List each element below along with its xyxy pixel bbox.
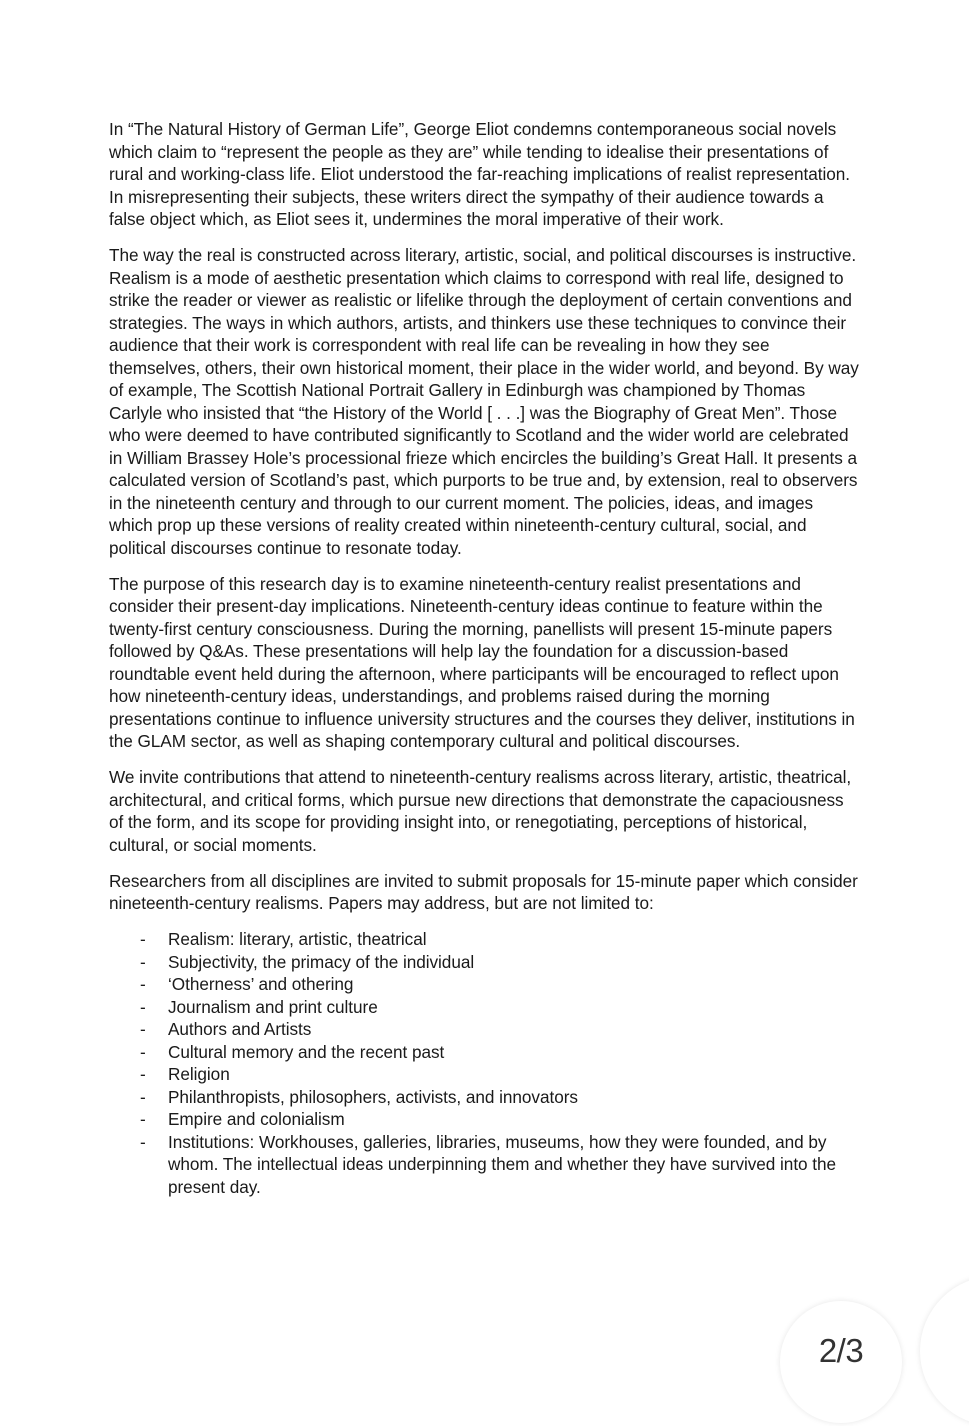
list-item: [109, 1086, 861, 1109]
paragraph-realism: The way the real is constructed across literary, artistic, social, and political discourses is instructive. Realism is a mode of aesthetic presentation which claims to correspond with real life, designed to strike the reader or viewer as realistic or lifelike through the deployment of certain conventions and strategies. The ways in which authors, artists, and thinkers use these techniques to convince their audience that their work is correspondent with real life can be revealing in how they see themselves, others, their own historical moment, their place in the wider world, and beyond. By way of example, The Scottish National Portrait Gallery in Edinburgh was championed by Thomas Carlyle who insisted that “the History of the World [ . . .] was the Biography of Great Men”. Those who were deemed to have contributed significantly to Scotland and the wider world are celebrated in William Brassey Hole’s processional frieze which encircles the building’s Great Hall. It presents a calculated version of Scotland’s past, which purports to be true and, by extension, real to observers in the nineteenth century and through to our current moment. The policies, ideas, and images which prop up these versions of reality created within nineteenth-century cultural, social, and political discourses continue to resonate today.: [109, 245, 859, 558]
list-item: [109, 951, 861, 974]
list-item: [109, 973, 861, 996]
floating-action-button[interactable]: [920, 1276, 969, 1426]
dash-bullet-icon: -: [140, 1109, 146, 1129]
dash-bullet-icon: -: [140, 951, 146, 972]
list-item-text: Institutions: Workhouses, galleries, libraries, museums, how they were founded, and by whom. The intellectual ideas underpinning them and whether they have survived into the present day.: [168, 1131, 837, 1197]
list-item-text: Cultural memory and the recent past: [168, 1041, 445, 1062]
document-page: [109, 118, 861, 1198]
list-item-text: Authors and Artists: [168, 1019, 312, 1039]
paragraph-intro: In “The Natural History of German Life”, George Eliot condemns contemporaneous social novels which claim to “represent the people as they are” while tending to idealise their presentations of rural and working-class life. Eliot understood the far-reaching implications of realist representation. In misrepresenting their subjects, these writers direct the sympathy of their audience towards a false object which, as Eliot sees it, undermines the moral imperative of their work.: [109, 119, 850, 229]
dash-bullet-icon: -: [140, 1019, 146, 1039]
paragraph-invitation: We invite contributions that attend to nineteenth-century realisms across literary, artistic, theatrical, architectural, and critical forms, which pursue new directions that demonstrate the capaciousness of the form, and its scope for providing insight into, or renegotiating, perceptions of historical, cultural, or social moments.: [109, 767, 852, 855]
dash-bullet-icon: -: [140, 996, 146, 1017]
list-item: [109, 996, 861, 1019]
dash-bullet-icon: -: [140, 1086, 146, 1107]
list-item-text: ‘Otherness’ and othering: [168, 974, 354, 994]
list-item: [109, 1108, 861, 1131]
dash-bullet-icon: -: [140, 974, 146, 994]
dash-bullet-icon: -: [140, 1064, 146, 1084]
list-item-text: Philanthropists, philosophers, activists, and innovators: [168, 1086, 578, 1107]
list-item: [109, 1041, 861, 1064]
list-item-text: Empire and colonialism: [168, 1109, 345, 1129]
list-item-text: Subjectivity, the primacy of the individual: [168, 951, 475, 972]
list-item: [109, 928, 861, 951]
list-item: [109, 1063, 861, 1086]
list-item: [109, 1131, 861, 1199]
list-item: [109, 1018, 861, 1041]
list-item-text: Religion: [168, 1064, 230, 1084]
topics-list: [109, 928, 861, 1198]
dash-bullet-icon: -: [140, 929, 146, 949]
paragraph-purpose: The purpose of this research day is to examine nineteenth-century realist presentations and consider their present-day implications. Nineteenth-century ideas continue to feature within the twenty-first century consciousness. During the morning, panellists will present 15-minute papers followed by Q&As. These presentations will help lay the foundation for a discussion-based roundtable event held during the afternoon, where participants will be encouraged to reflect upon how nineteenth-century ideas, understandings, and problems raised during the morning presentations continue to influence university structures and the courses they deliver, institutions in the GLAM sector, as well as shaping contemporary cultural and political discourses.: [109, 573, 855, 751]
page-indicator-label: 2/3: [818, 1332, 864, 1369]
list-item-text: Journalism and print culture: [168, 996, 378, 1017]
paragraph-call-for-papers: Researchers from all disciplines are invited to submit proposals for 15-minute paper which consider nineteenth-century realisms. Papers may address, but are not limited to:: [109, 870, 858, 913]
list-item-text: Realism: literary, artistic, theatrical: [168, 929, 427, 949]
dash-bullet-icon: -: [140, 1041, 146, 1062]
page-indicator-button[interactable]: [780, 1301, 902, 1423]
dash-bullet-icon: -: [140, 1131, 146, 1152]
